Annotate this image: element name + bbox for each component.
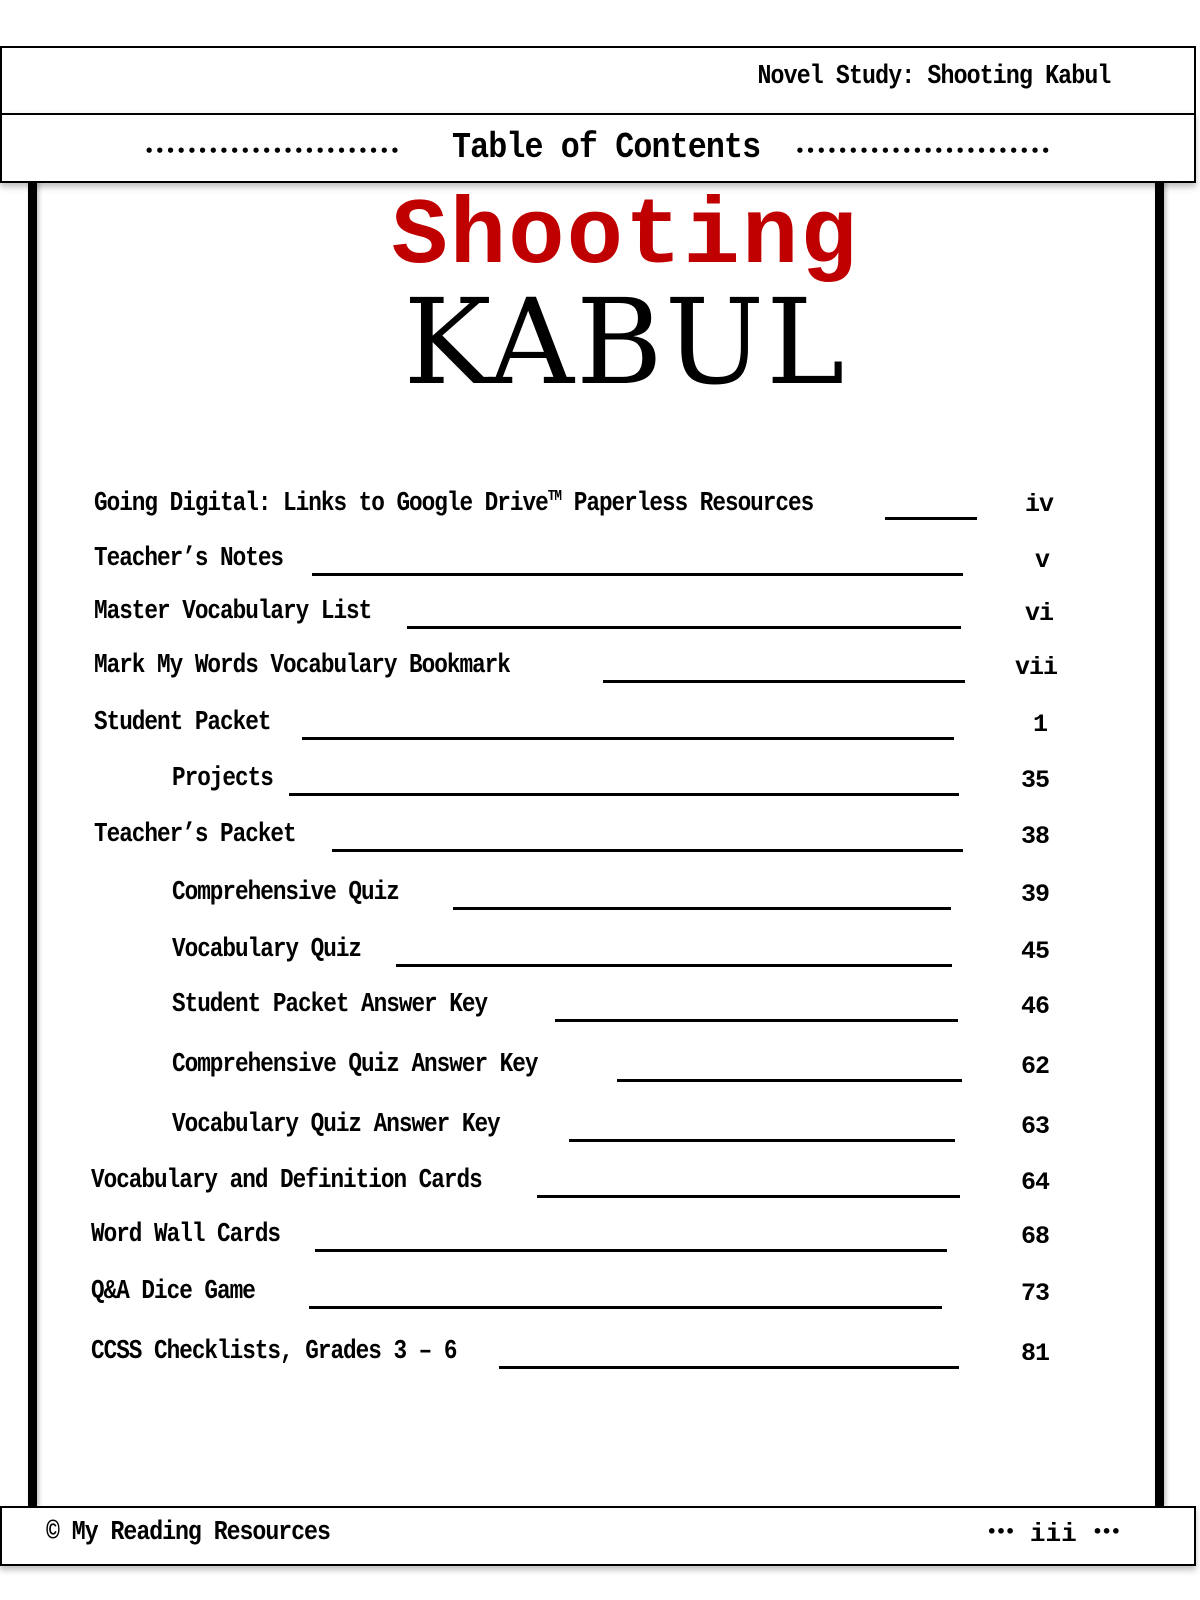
toc-page-number: vi	[1024, 599, 1053, 628]
section-header	[0, 113, 1196, 183]
toc-page-number: 81	[1020, 1339, 1049, 1368]
toc-entry-title	[172, 990, 487, 1020]
toc-entry[interactable]	[0, 935, 1200, 975]
toc-leader-line	[555, 1019, 958, 1022]
toc-leader-line	[396, 964, 952, 967]
toc-page-number: 46	[1020, 992, 1049, 1021]
toc-leader-line	[312, 573, 963, 576]
book-title	[0, 185, 1200, 411]
toc-entry-title-text: CCSS Checklists, Grades 3 – 6	[91, 1337, 457, 1367]
book-title-line1: Shooting	[391, 185, 859, 291]
toc-leader-line	[885, 517, 977, 520]
toc-page-number: 38	[1020, 822, 1049, 851]
dot-leader-right: ••••••••••••••••••••••••	[795, 141, 1052, 160]
toc-entry[interactable]	[0, 1166, 1200, 1206]
toc-entry-title	[94, 708, 270, 738]
toc-entry-title	[91, 1337, 456, 1367]
copyright-notice: © My Reading Resources	[46, 1518, 330, 1548]
toc-entry-title	[94, 597, 371, 627]
page-number-value: iii	[1029, 1519, 1077, 1549]
toc-page-number: vii	[1014, 653, 1057, 682]
page-number	[987, 1519, 1120, 1549]
toc-page-number: 45	[1020, 937, 1049, 966]
toc-page-number: 39	[1020, 880, 1049, 909]
page-footer	[0, 1506, 1196, 1566]
toc-entry[interactable]	[0, 878, 1200, 918]
toc-entry[interactable]	[0, 544, 1200, 584]
toc-leader-line	[537, 1195, 960, 1198]
trademark-mark: TM	[547, 488, 562, 505]
toc-page-number: 35	[1020, 766, 1049, 795]
toc-leader-line	[453, 907, 951, 910]
toc-leader-line	[407, 626, 961, 629]
toc-entry-title-text: Q&A Dice Game	[91, 1277, 255, 1307]
toc-entry[interactable]	[0, 597, 1200, 637]
toc-page-number: 1	[1032, 710, 1047, 739]
toc-entry-title-text: Vocabulary Quiz Answer Key	[172, 1110, 500, 1140]
toc-entry[interactable]	[0, 990, 1200, 1030]
toc-entry-title	[172, 1110, 500, 1140]
toc-entry-title-text: Going Digital: Links to Google Drive	[94, 489, 548, 519]
toc-leader-line	[617, 1079, 962, 1082]
toc-leader-line	[289, 793, 959, 796]
toc-entry[interactable]	[0, 488, 1200, 528]
toc-entry-title-text: Comprehensive Quiz Answer Key	[172, 1050, 538, 1080]
toc-entry-title-text: Comprehensive Quiz	[172, 878, 399, 908]
toc-entry[interactable]	[0, 1220, 1200, 1260]
toc-entry-title-text: Student Packet Answer Key	[172, 990, 488, 1020]
toc-entry-title	[94, 820, 296, 850]
toc-entry-title	[94, 488, 813, 519]
toc-entry-title-text: Master Vocabulary List	[94, 597, 372, 627]
toc-page-number: 64	[1020, 1168, 1049, 1197]
toc-entry-title-text: Projects	[172, 764, 273, 794]
toc-entry-title-text: Teacher’s Notes	[94, 544, 284, 574]
toc-leader-line	[332, 849, 963, 852]
toc-entry-title	[172, 935, 361, 965]
series-title: Novel Study: Shooting Kabul	[756, 62, 1110, 92]
toc-page-number: v	[1034, 546, 1049, 575]
toc-entry[interactable]	[0, 1110, 1200, 1150]
running-header	[0, 46, 1196, 115]
section-heading-row	[2, 127, 1194, 168]
toc-page-number: 63	[1020, 1112, 1049, 1141]
toc-page-number: 68	[1020, 1222, 1049, 1251]
toc-entry-title-text: Teacher’s Packet	[94, 820, 296, 850]
toc-entry[interactable]	[0, 651, 1200, 691]
toc-leader-line	[499, 1366, 959, 1369]
toc-entry-title-suffix: Paperless Resources	[561, 489, 814, 519]
toc-entry-title	[172, 1050, 537, 1080]
toc-entry[interactable]	[0, 1050, 1200, 1090]
toc-entry[interactable]	[0, 708, 1200, 748]
toc-entry[interactable]	[0, 764, 1200, 804]
toc-page-number: iv	[1024, 490, 1053, 519]
toc-entry-title-text: Word Wall Cards	[91, 1220, 281, 1250]
page-title: Table of Contents	[451, 127, 761, 168]
toc-entry-title	[172, 878, 399, 908]
book-title-line2: KABUL	[403, 273, 847, 411]
toc-entry[interactable]	[0, 1337, 1200, 1377]
toc-leader-line	[315, 1249, 947, 1252]
toc-leader-line	[569, 1139, 955, 1142]
toc-leader-line	[309, 1306, 942, 1309]
toc-entry-title	[91, 1220, 280, 1250]
toc-entry-title	[91, 1166, 482, 1196]
toc-entry[interactable]	[0, 820, 1200, 860]
toc-leader-line	[302, 737, 954, 740]
toc-entry-title	[94, 651, 510, 681]
toc-page-number: 62	[1020, 1052, 1049, 1081]
toc-entry-title	[172, 764, 273, 794]
toc-entry-title-text: Vocabulary and Definition Cards	[91, 1166, 482, 1196]
toc-entry-title-text: Mark My Words Vocabulary Bookmark	[94, 651, 510, 681]
bullet-decoration-left: •••	[986, 1522, 1015, 1541]
toc-entry-title-text: Student Packet	[94, 708, 271, 738]
dot-leader-left: ••••••••••••••••••••••••	[144, 141, 401, 160]
toc-entry-title	[94, 544, 283, 574]
toc-entry-title-text: Vocabulary Quiz	[172, 935, 362, 965]
bullet-decoration-right: •••	[1092, 1522, 1120, 1541]
toc-entry[interactable]	[0, 1277, 1200, 1317]
toc-leader-line	[603, 680, 965, 683]
toc-entry-title	[91, 1277, 255, 1307]
toc-page-number: 73	[1020, 1279, 1049, 1308]
